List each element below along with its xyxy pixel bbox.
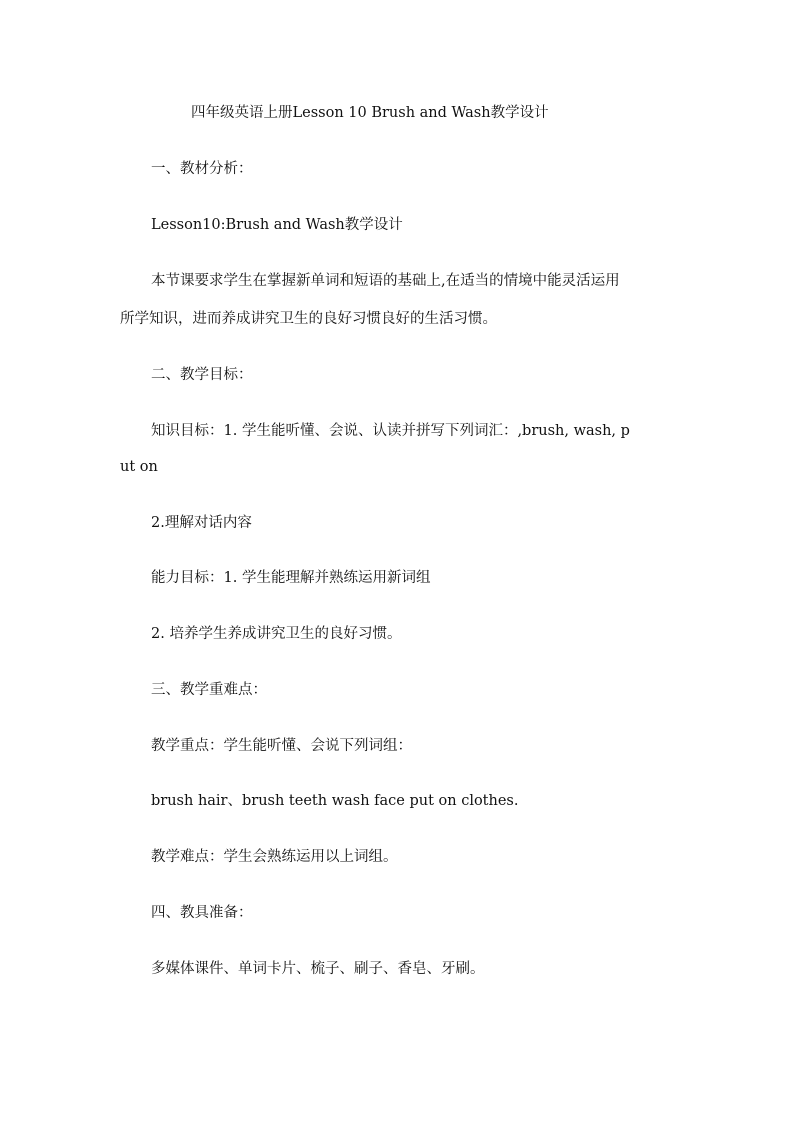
section-heading-textbook-analysis: 一、教材分析： bbox=[151, 161, 253, 177]
section-heading-teaching-objectives: 二、教学目标： bbox=[151, 367, 253, 383]
teaching-difficulty: 教学难点：学生会熟练运用以上词组。 bbox=[151, 849, 398, 865]
section-heading-teaching-aids: 四、教具准备： bbox=[151, 905, 253, 921]
knowledge-objective-line-1: 知识目标：1. 学生能听懂、会说、认读并拼写下列词汇：,brush, wash, p bbox=[151, 423, 630, 439]
analysis-paragraph-line-2: 所学知识，进而养成讲究卫生的良好习惯良好的生活习惯。 bbox=[120, 311, 497, 327]
lesson-subtitle: Lesson10:Brush and Wash教学设计 bbox=[151, 217, 403, 233]
ability-objective-1: 能力目标：1. 学生能理解并熟练运用新词组 bbox=[151, 570, 431, 586]
ability-objective-2: 2. 培养学生养成讲究卫生的良好习惯。 bbox=[151, 626, 402, 642]
teaching-key-point: 教学重点：学生能听懂、会说下列词组： bbox=[151, 738, 412, 754]
document-title: 四年级英语上册Lesson 10 Brush and Wash教学设计 bbox=[191, 105, 549, 121]
knowledge-objective-2: 2.理解对话内容 bbox=[151, 515, 252, 531]
key-phrases: brush hair、brush teeth wash face put on clothes. bbox=[151, 793, 519, 809]
analysis-paragraph-line-1: 本节课要求学生在掌握新单词和短语的基础上,在适当的情境中能灵活运用 bbox=[151, 273, 620, 289]
teaching-aids-list: 多媒体课件、单词卡片、梳子、刷子、香皂、牙刷。 bbox=[151, 961, 485, 977]
section-heading-key-difficult-points: 三、教学重难点： bbox=[151, 682, 267, 698]
knowledge-objective-line-2: ut on bbox=[120, 459, 158, 475]
